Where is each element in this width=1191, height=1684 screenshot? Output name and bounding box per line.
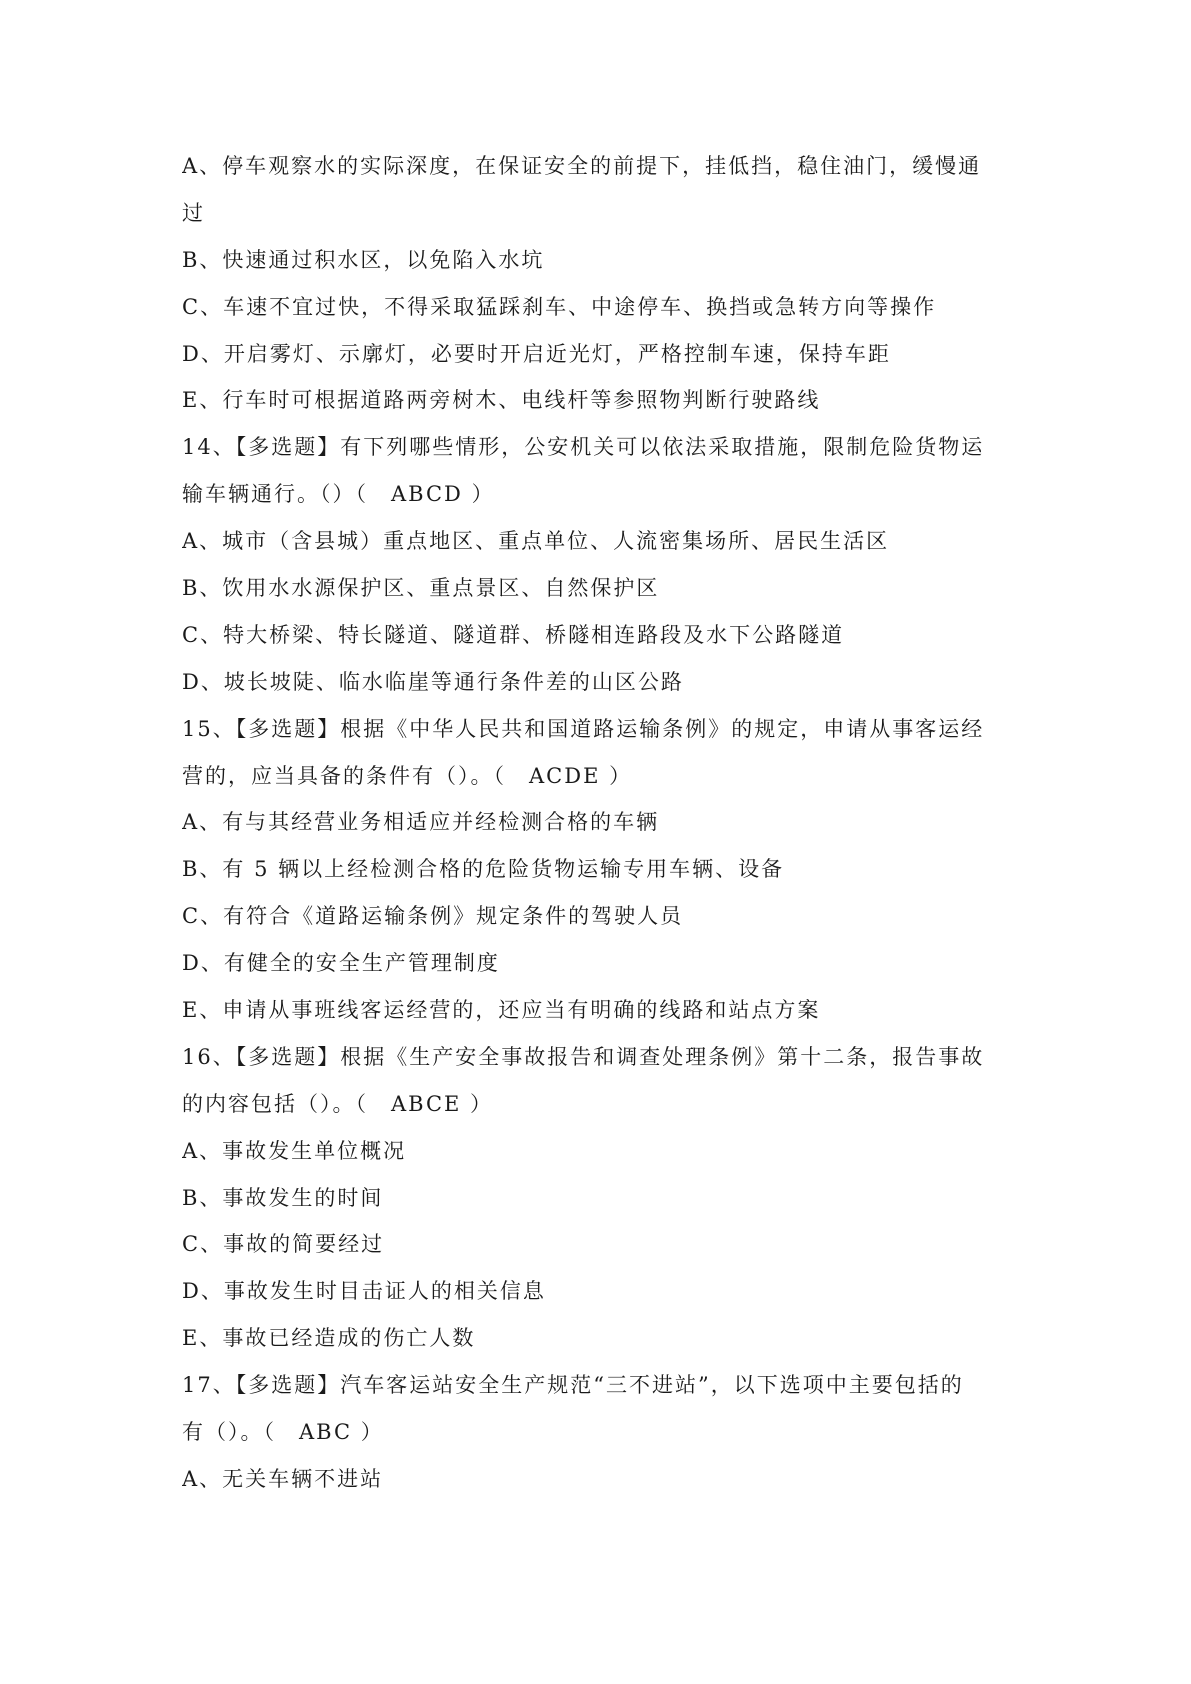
question-14-answer-line: 输车辆通行。（）（ ABCD ） <box>182 482 495 507</box>
question-16-line: 16、【多选题】根据《生产安全事故报告和调查处理条例》第十二条，报告事故 <box>182 1044 985 1069</box>
text-line: D、开启雾灯、示廓灯，必要时开启近光灯，严格控制车速，保持车距 <box>182 341 891 366</box>
question-16-answer-line: 的内容包括（）。（ ABCE ） <box>182 1091 494 1116</box>
text-line: B、有 5 辆以上经检测合格的危险货物运输专用车辆、设备 <box>182 857 785 882</box>
question-17-answer-line: 有（）。（ ABC ） <box>182 1420 384 1445</box>
text-line: A、停车观察水的实际深度，在保证安全的前提下，挂低挡，稳住油门，缓慢通 <box>182 154 982 178</box>
text-line: B、快速通过积水区，以免陷入水坑 <box>182 247 545 272</box>
text-line: D、事故发生时目击证人的相关信息 <box>182 1279 546 1304</box>
text-line: E、申请从事班线客运经营的，还应当有明确的线路和站点方案 <box>182 998 821 1023</box>
text-line: A、有与其经营业务相适应并经检测合格的车辆 <box>182 810 660 835</box>
text-line: 过 <box>182 200 205 225</box>
question-14-line: 14、【多选题】有下列哪些情形，公安机关可以依法采取措施，限制危险货物运 <box>182 435 985 460</box>
text-line: A、无关车辆不进站 <box>182 1466 384 1491</box>
text-line: A、城市（含县城）重点地区、重点单位、人流密集场所、居民生活区 <box>182 529 890 554</box>
text-line: C、车速不宜过快，不得采取猛踩刹车、中途停车、换挡或急转方向等操作 <box>182 294 937 319</box>
question-15-line: 15、【多选题】根据《中华人民共和国道路运输条例》的规定，申请从事客运经 <box>182 716 985 741</box>
text-line: C、有符合《道路运输条例》规定条件的驾驶人员 <box>182 904 684 929</box>
text-line: E、行车时可根据道路两旁树木、电线杆等参照物判断行驶路线 <box>182 388 821 413</box>
text-line: B、事故发生的时间 <box>182 1185 384 1210</box>
text-line: C、特大桥梁、特长隧道、隧道群、桥隧相连路段及水下公路隧道 <box>182 622 845 647</box>
question-17-line: 17、【多选题】汽车客运站安全生产规范“三不进站”，以下选项中主要包括的 <box>182 1373 964 1398</box>
text-line: B、饮用水水源保护区、重点景区、自然保护区 <box>182 576 660 601</box>
text-line: D、坡长坡陡、临水临崖等通行条件差的山区公路 <box>182 669 684 694</box>
text-line: D、有健全的安全生产管理制度 <box>182 951 500 976</box>
text-line: E、事故已经造成的伤亡人数 <box>182 1326 476 1351</box>
text-line: A、事故发生单位概况 <box>182 1138 407 1163</box>
question-15-answer-line: 营的，应当具备的条件有（）。（ ACDE ） <box>182 763 633 788</box>
question-text-block <box>182 143 1022 1503</box>
text-line: C、事故的简要经过 <box>182 1232 385 1257</box>
